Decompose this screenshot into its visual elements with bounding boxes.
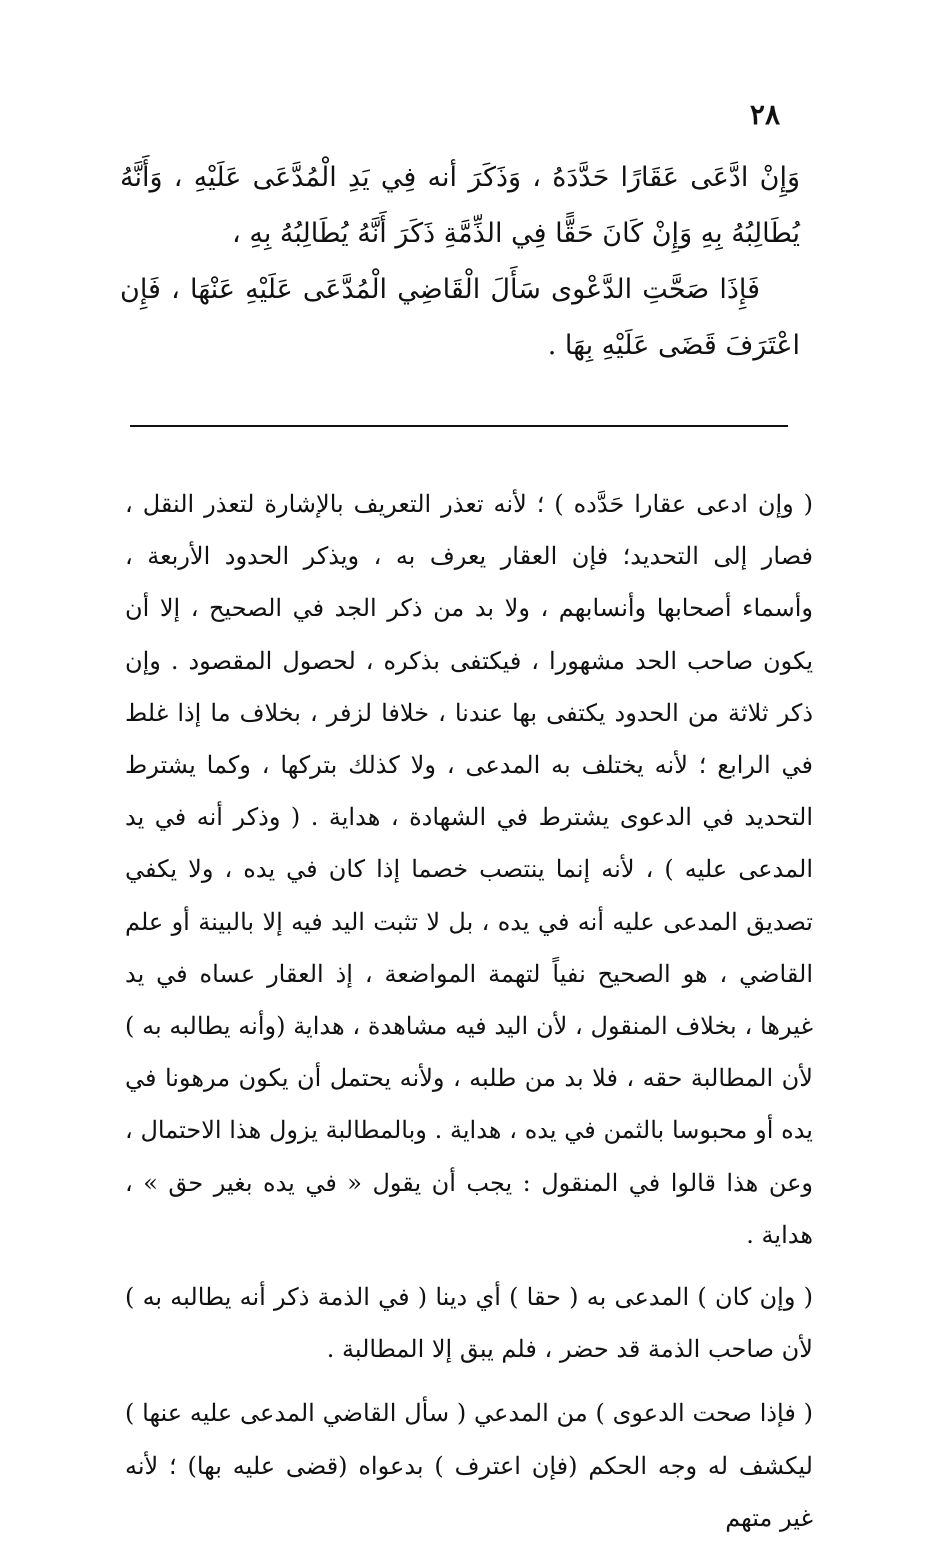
commentary-paragraph: ( وإن كان ) المدعى به ( حقا ) أي دينا ( في الذمة ذكر أنه يطالبه به ) لأن صاحب الذمة قد حضر ، فلم يبق إلا المطالبة .: [125, 1283, 813, 1364]
main-text-paragraph: وَإِنْ ادَّعَى عَقَارًا حَدَّدَهُ ، وَذَكَرَ أنه فِي يَدِ الْمُدَّعَى عَلَيْهِ ، وَأَنَّهُ يُطَالِبُهُ بِهِ وَإِنْ كَانَ حَقًّا فِي الذِّمَّةِ ذَكَرَ أَنَّهُ يُطَالِبُهُ بِهِ ،: [120, 162, 800, 249]
main-text: [120, 150, 800, 374]
page-number: ٢٨: [749, 98, 780, 131]
section-divider: [130, 425, 788, 427]
commentary-paragraph: ( فإذا صحت الدعوى ) من المدعي ( سأل القاضي المدعى عليه عنها ) ليكشف له وجه الحكم (فإن اعترف ) بدعواه (قضى عليه بها) ؛ لأنه غير متهم: [125, 1399, 813, 1532]
commentary-text: [125, 478, 813, 1544]
commentary-paragraph: ( وإن ادعى عقارا حَدَّده ) ؛ لأنه تعذر التعريف بالإشارة لتعذر النقل ، فصار إلى التحديد؛ فإن العقار يعرف به ، ويذكر الحدود الأربعة ، وأسماء أصحابها وأنسابهم ، ولا بد من ذكر الجد في الصحيح ، إلا أن يكون صاحب الحد مشهورا ، فيكتفى بذكره ، لحصول المقصود . وإن ذكر ثلاثة من الحدود يكتفى بها عندنا ، خلافا لزفر ، بخلاف ما إذا غلط في الرابع ؛ لأنه يختلف به المدعى ، ولا كذلك بتركها ، وكما يشترط التحديد في الدعوى يشترط في الشهادة ، هداية . ( وذكر أنه في يد المدعى عليه ) ، لأنه إنما ينتصب خصما إذا كان في يده ، ولا يكفي تصديق المدعى عليه أنه في يده ، بل لا تثبت اليد فيه إلا بالبينة أو علم القاضي ، هو الصحيح نفياً لتهمة المواضعة ، إذ العقار عساه في يد غيرها ، بخلاف المنقول ، لأن اليد فيه مشاهدة ، هداية (وأنه يطالبه به ) لأن المطالبة حقه ، فلا بد من طلبه ، ولأنه يحتمل أن يكون مرهونا في يده أو محبوسا بالثمن في يده ، هداية . وبالمطالبة يزول هذا الاحتمال ، وعن هذا قالوا في المنقول : يجب أن يقول « في يده بغير حق » ، هداية .: [125, 490, 814, 1249]
main-text-paragraph: فَإِذَا صَحَّتِ الدَّعْوى سَأَلَ الْقَاضِي الْمُدَّعَى عَلَيْهِ عَنْهَا ، فَإِن اعْتَرَفَ قَضَى عَلَيْهِ بِهَا .: [120, 274, 800, 361]
